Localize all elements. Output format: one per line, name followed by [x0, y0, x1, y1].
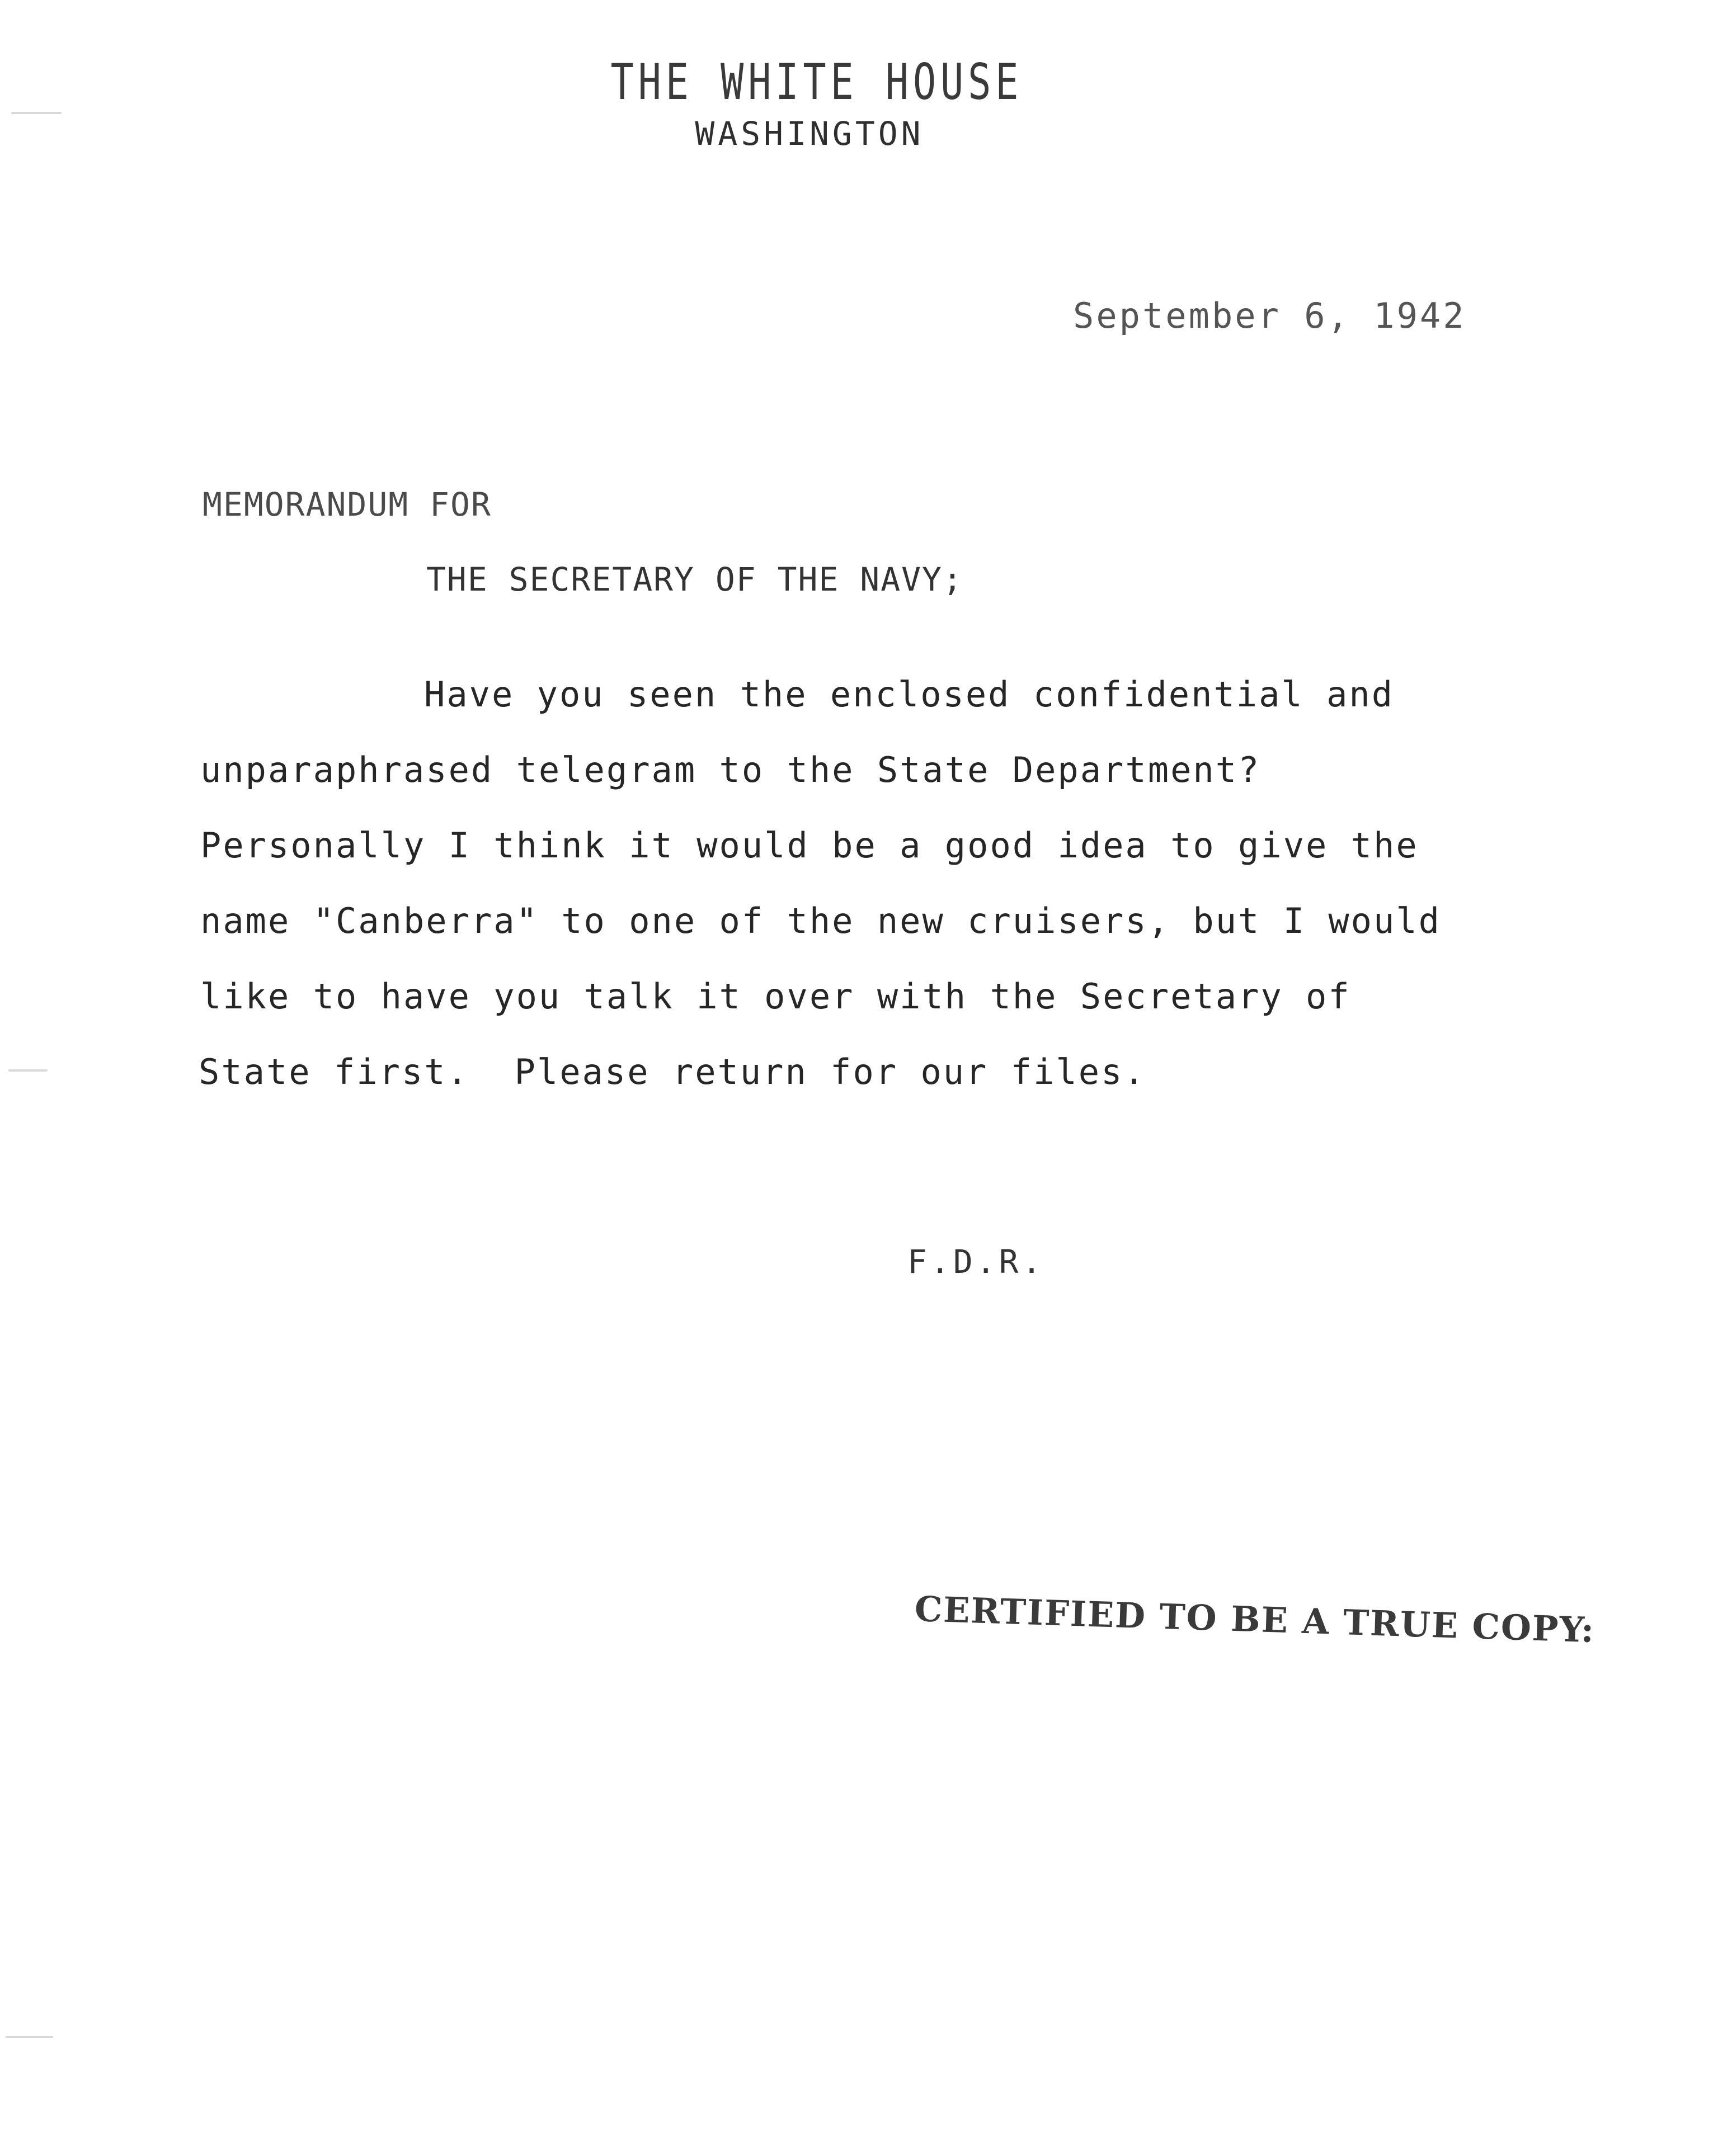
body-line: Personally I think it would be a good idea to give the [200, 825, 1419, 866]
body-line: State first. Please return for our files. [199, 1051, 1146, 1092]
body-line: name "Canberra" to one of the new cruisers, but I would [200, 900, 1441, 941]
body-line: unparaphrased telegram to the State Department? [200, 749, 1261, 790]
letterhead-subtitle: WASHINGTON [695, 115, 924, 153]
margin-mark [11, 112, 62, 114]
signature-initials: F.D.R. [907, 1243, 1045, 1281]
memo-heading: MEMORANDUM FOR [203, 485, 492, 523]
letterhead-title: THE WHITE HOUSE [610, 53, 1023, 111]
memo-date: September 6, 1942 [1073, 295, 1466, 336]
body-line: Have you seen the enclosed confidential and [424, 674, 1395, 715]
certification-stamp: CERTIFIED TO BE A TRUE COPY: [914, 1588, 1596, 1651]
margin-mark [6, 2036, 53, 2038]
margin-mark [8, 1069, 48, 1072]
memo-addressee: THE SECRETARY OF THE NAVY; [426, 560, 963, 598]
body-line: like to have you talk it over with the Secretary of [200, 976, 1351, 1017]
